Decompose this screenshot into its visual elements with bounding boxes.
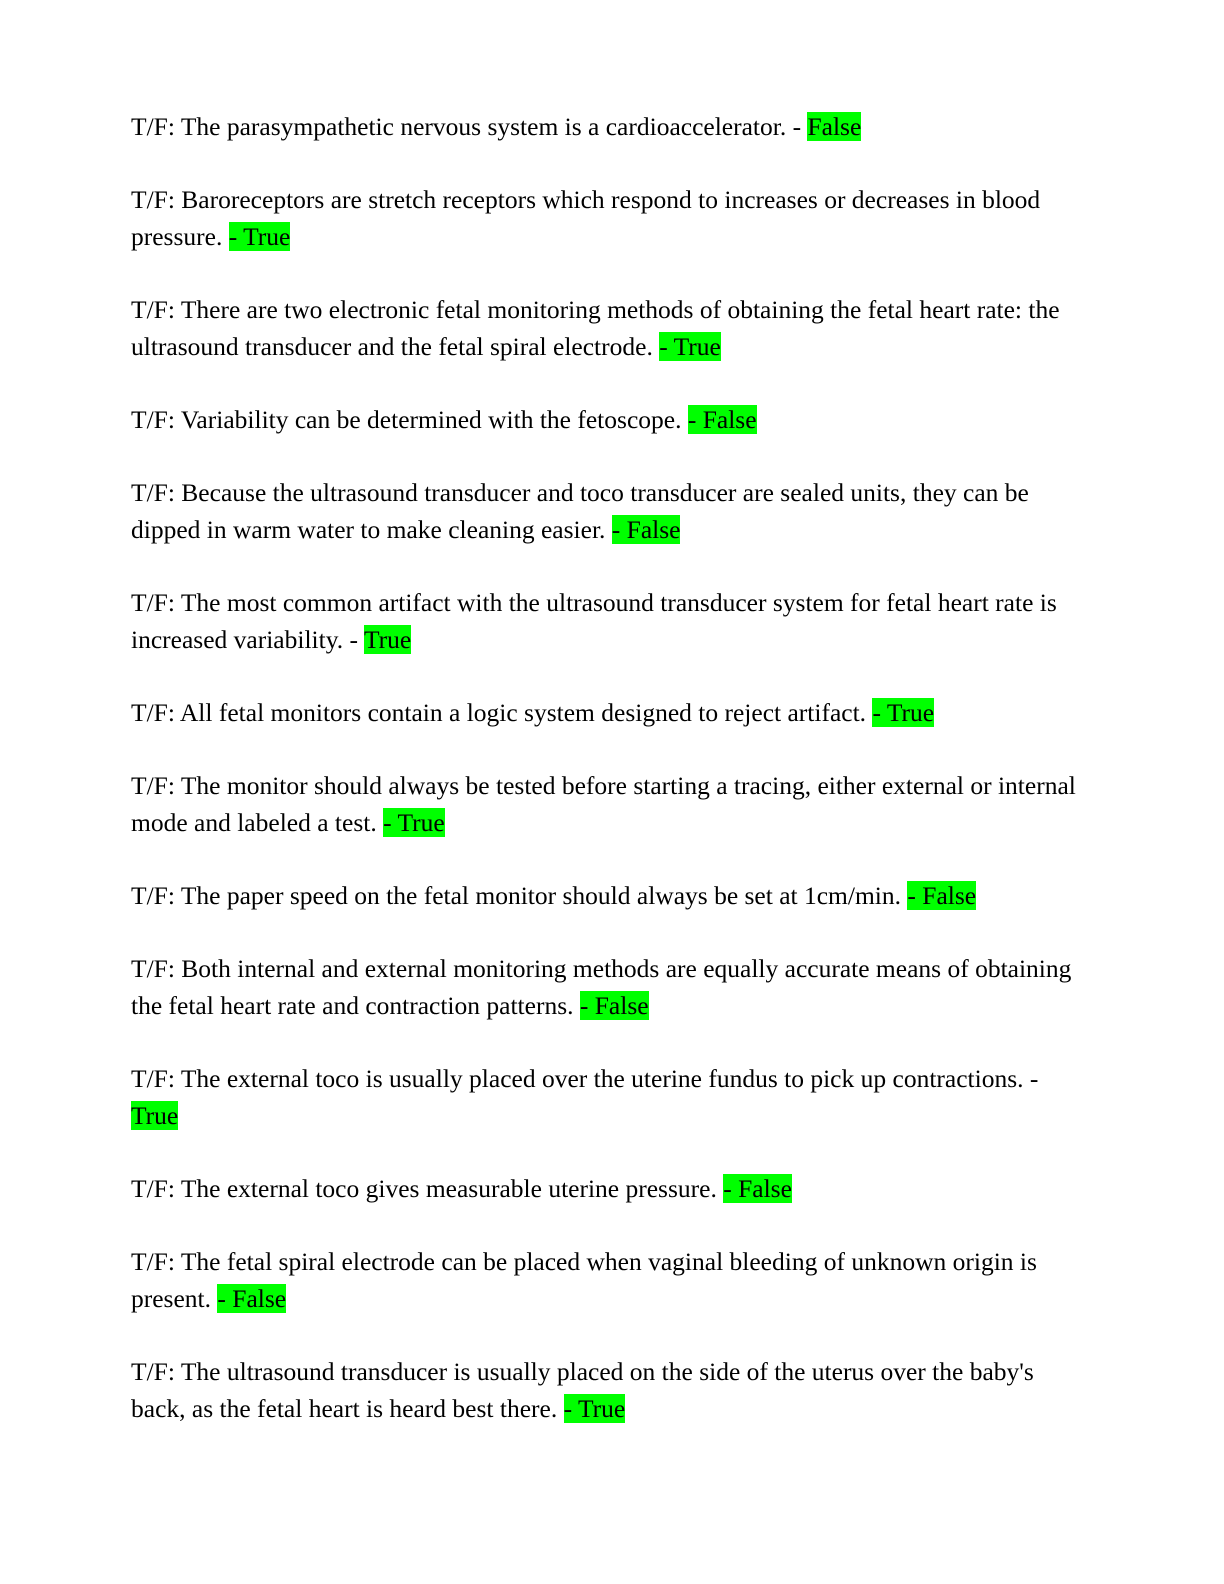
question-text: T/F: Both internal and external monitoring methods are equally accurate means of obtaining the fetal heart rate and contraction patterns. [131,954,1072,1020]
question-text: T/F: The paper speed on the fetal monitor should always be set at 1cm/min. [131,881,908,910]
question-text: T/F: The monitor should always be tested before starting a tracing, either external or internal mode and labeled a test. [131,771,1076,837]
question-item-1 [131,108,1091,145]
answer-highlight: - False [579,991,649,1020]
answer-highlight: - True [383,808,445,837]
question-item-5 [131,474,1091,548]
question-item-12 [131,1170,1091,1207]
answer-highlight: - True [228,222,291,251]
question-text: T/F: The ultrasound transducer is usually placed on the side of the uterus over the baby's back, as the fetal heart is heard best there. [131,1357,1034,1423]
question-item-6 [131,584,1091,658]
question-item-3 [131,291,1091,365]
question-text: T/F: Baroreceptors are stretch receptors which respond to increases or decreases in blood pressure. [131,185,1041,251]
answer-highlight: - False [611,515,681,544]
question-text: T/F: The fetal spiral electrode can be placed when vaginal bleeding of unknown origin is present. [131,1247,1037,1313]
answer-highlight: - False [217,1284,287,1313]
question-text: T/F: The most common artifact with the ultrasound transducer system for fetal heart rate is increased variability. - [131,588,1057,654]
question-item-13 [131,1243,1091,1317]
answer-highlight: - False [907,881,977,910]
question-text: T/F: The parasympathetic nervous system is a cardioaccelerator. - [131,112,808,141]
answer-highlight: False [807,112,862,141]
question-text: T/F: All fetal monitors contain a logic system designed to reject artifact. [131,698,873,727]
question-item-14 [131,1353,1091,1427]
question-text: T/F: Because the ultrasound transducer and toco transducer are sealed units, they can be dipped in warm water to make cleaning easier. [131,478,1029,544]
question-item-8 [131,767,1091,841]
answer-highlight: - True [872,698,935,727]
question-text: T/F: The external toco is usually placed over the uterine fundus to pick up contractions. - [131,1064,1039,1093]
question-item-4 [131,401,1091,438]
question-item-9 [131,877,1091,914]
question-item-7 [131,694,1091,731]
answer-highlight: - False [723,1174,792,1203]
answer-highlight: - False [687,405,757,434]
question-text: T/F: The external toco gives measurable uterine pressure. [131,1174,724,1203]
question-text: T/F: There are two electronic fetal monitoring methods of obtaining the fetal heart rate: the ultrasound transducer and the fetal spiral electrode. [131,295,1060,361]
question-list [131,108,1091,1463]
answer-highlight: - True [563,1394,626,1423]
answer-highlight: True [131,1101,179,1130]
question-item-2 [131,181,1091,255]
question-item-11 [131,1060,1091,1134]
answer-highlight: - True [659,332,721,361]
question-text: T/F: Variability can be determined with the fetoscope. [131,405,688,434]
question-item-10 [131,950,1091,1024]
answer-highlight: True [363,625,412,654]
